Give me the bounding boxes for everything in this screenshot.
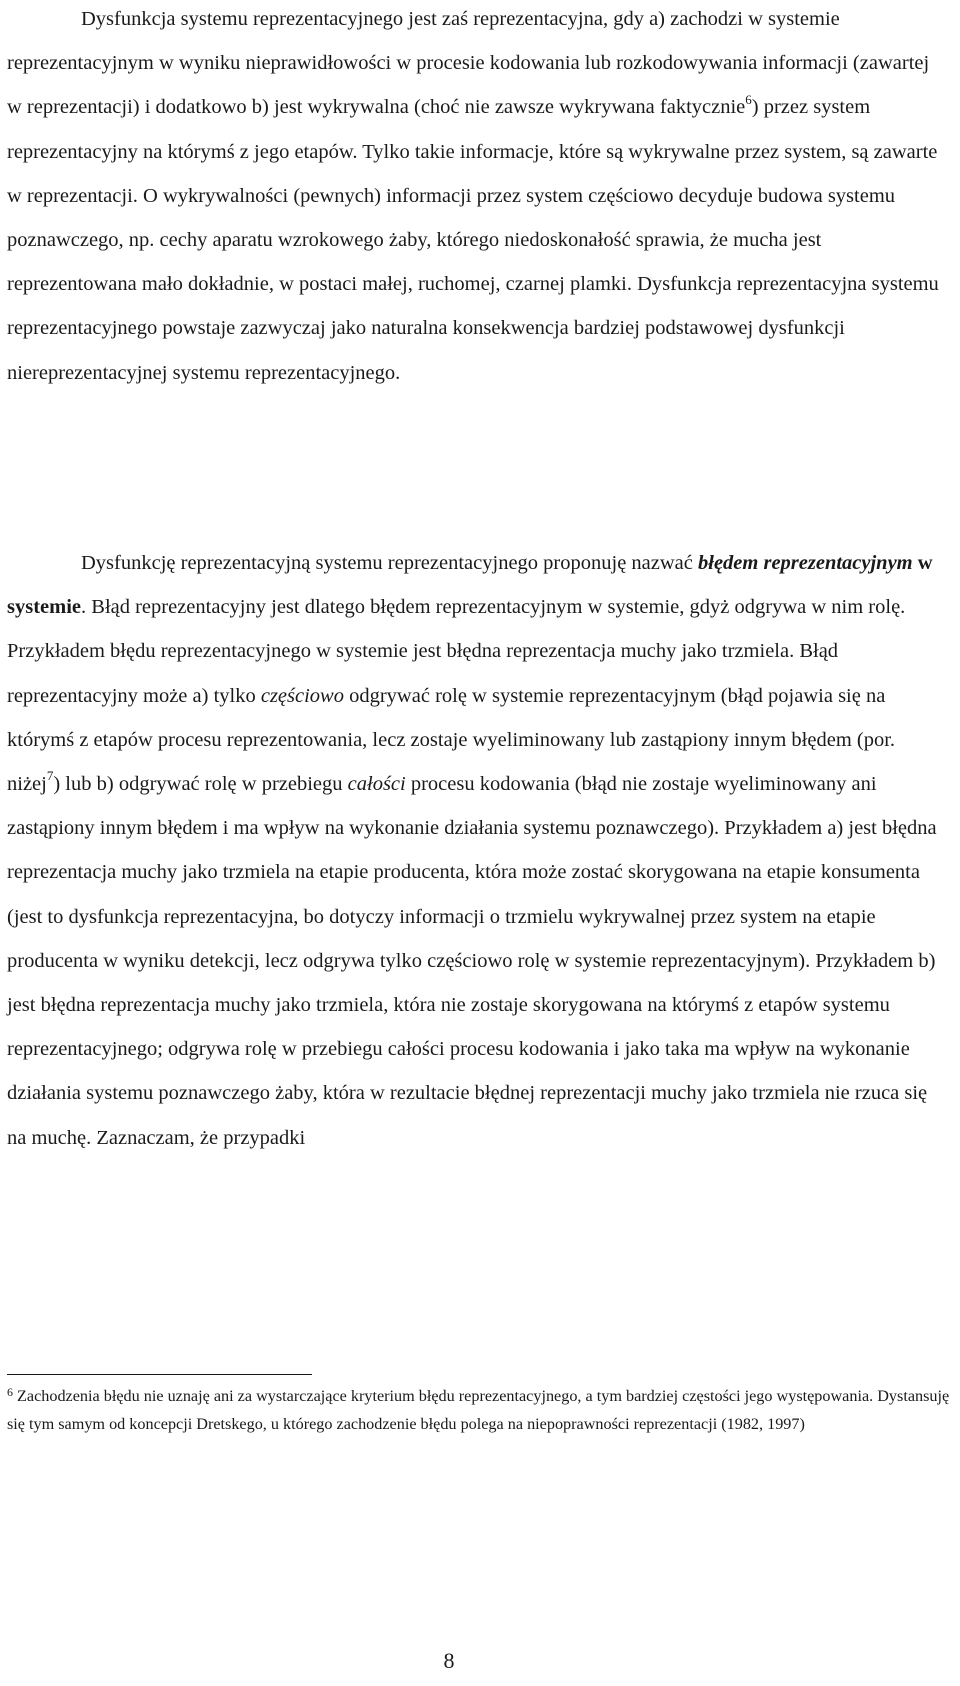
term-emphasis: błędem reprezentacyjnym: [698, 552, 913, 574]
italic-calosci: całości: [347, 773, 406, 796]
body-paragraph-1: [7, 0, 947, 395]
paragraph-2-text-e: procesu kodowania (błąd nie zostaje wyeliminowany ani zastąpiony innym błędem i ma wpływ na wykonanie działania systemu poznawczego). Przykładem a) jest błędna reprezentacja muchy jako trzmiela na etapie producenta, która może zostać skorygowana na etapie konsumenta (jest to dysfunkcja reprezentacyjna, bo dotyczy informacji o trzmielu wykrywalnej przez system na etapie producenta w wyniku detekcji, lecz odgrywa tylko częściowo rolę w systemie reprezentacyjnym). Przykładem b) jest błędna reprezentacja muchy jako trzmiela, która nie zostaje skorygowana na którymś z etapów systemu reprezentacyjnego; odgrywa rolę w przebiegu całości procesu kodowania i jako taka ma wpływ na wykonanie działania systemu poznawczego żaby, która w rezultacie błędnej reprezentacji muchy jako trzmiela nie rzuca się na muchę. Zaznaczam, że przypadki: [7, 773, 937, 1149]
footnote-separator: [7, 1374, 312, 1375]
paragraph-2-text-a: Dysfunkcję reprezentacyjną systemu reprezentacyjnego proponuję nazwać: [81, 552, 698, 574]
footnote-reference-6[interactable]: 6: [745, 91, 752, 107]
footnote-reference-7[interactable]: 7: [46, 768, 54, 784]
paragraph-2-text-c: odgrywać rolę w systemie reprezentacyjnym (błąd pojawia się na którymś z etapów procesu reprezentowania, lecz zostaje wyeliminowany lub zastąpiony innym błędem (por. niżej: [7, 684, 896, 796]
footnote-mark: 6: [7, 1385, 13, 1399]
paragraph-2-text-d: ) lub b) odgrywać rolę w przebiegu: [53, 773, 348, 796]
paragraph-1-text-a: Dysfunkcja systemu reprezentacyjnego jest zaś reprezentacyjna, gdy a) zachodzi w systemie reprezentacyjnym w wyniku nieprawidłowości w procesie kodowania lub rozkodowywania informacji (zawartej w reprezentacji) i dodatkowo b) jest wykrywalna (choć nie zawsze wykrywana faktycznie: [7, 8, 930, 119]
page-number-value: 8: [443, 1648, 455, 1673]
footnote-text: Zachodzenia błędu nie uznaję ani za wystarczające kryterium błędu reprezentacyjnego, a tym bardziej częstości jego występowania. Dystansuję się tym samym od koncepcji Dretskego, u którego zachodzenie błędu polega na niepoprawności reprezentacji (1982, 1997): [7, 1387, 950, 1433]
italic-czesciowo: częściowo: [260, 684, 344, 707]
paragraph-1-text-b: ) przez system reprezentacyjny na którymś z jego etapów. Tylko takie informacje, które są wykrywalne przez system, są zawarte w reprezentacji. O wykrywalności (pewnych) informacji przez system częściowo decyduje budowa systemu poznawczego, np. cechy aparatu wzrokowego żaby, którego niedoskonałość sprawia, że mucha jest reprezentowana mało dokładnie, w postaci małej, ruchomej, czarnej plamki. Dysfunkcja reprezentacyjna systemu reprezentacyjnego powstaje zazwyczaj jako naturalna konsekwencja bardziej podstawowej dysfunkcji niereprezentacyjnej systemu reprezentacyjnego.: [7, 96, 939, 384]
footnote-6: [7, 1383, 952, 1437]
page-number: [0, 1648, 900, 1674]
body-paragraph-2: [7, 541, 947, 1160]
paragraph-2-text-b: . Błąd reprezentacyjny jest dlatego błędem reprezentacyjnym w systemie, gdyż odgrywa w nim rolę. Przykładem błędu reprezentacyjnego w systemie jest błędna reprezentacja muchy jako trzmiela. Błąd reprezentacyjny może a) tylko: [7, 596, 906, 707]
term-bold-suffix: w systemie: [7, 552, 933, 619]
